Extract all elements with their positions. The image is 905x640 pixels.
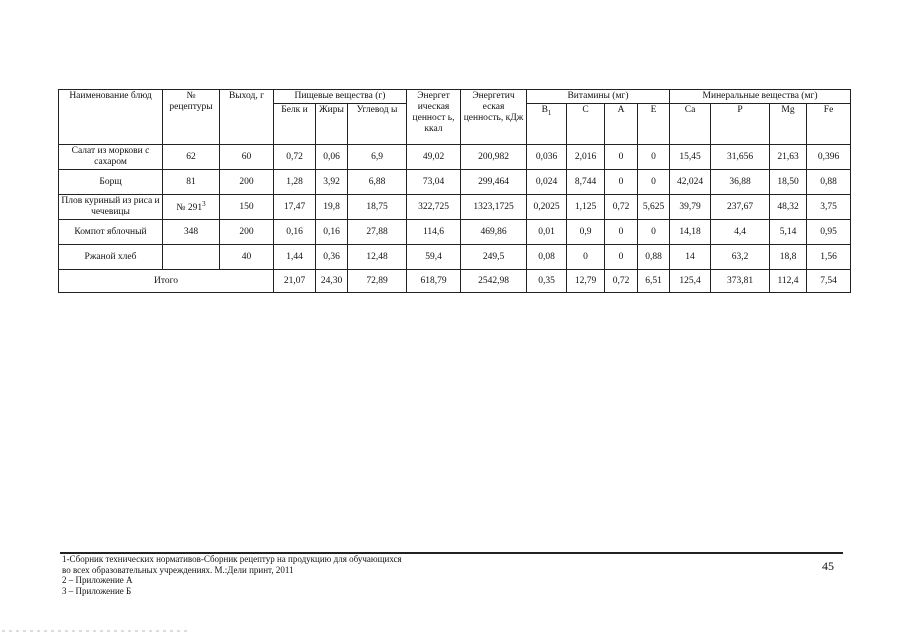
header-calcium: Са — [670, 104, 711, 145]
cell-e: 0,88 — [638, 245, 670, 270]
cell-yield: 150 — [220, 195, 274, 220]
cell-fat: 0,06 — [316, 145, 348, 170]
header-vitamin-b1-letter: В — [541, 105, 548, 115]
cell-fe: 0,396 — [807, 145, 851, 170]
cell-a: 0 — [605, 145, 638, 170]
total-a: 0,72 — [605, 270, 638, 293]
header-vitamin-e: Е — [638, 104, 670, 145]
cell-e: 0 — [638, 220, 670, 245]
total-protein: 21,07 — [274, 270, 316, 293]
cell-a: 0 — [605, 220, 638, 245]
header-yield: Выход, г — [220, 90, 274, 145]
cell-dish: Борщ — [59, 170, 163, 195]
cell-ca: 14,18 — [670, 220, 711, 245]
header-vitamin-a: А — [605, 104, 638, 145]
table-row — [59, 245, 851, 270]
header-magnesium: Mg — [770, 104, 807, 145]
cell-b1: 0,08 — [527, 245, 567, 270]
cell-p: 31,656 — [711, 145, 770, 170]
nutrition-table — [58, 89, 851, 293]
cell-e: 0 — [638, 145, 670, 170]
cell-recipe-number: 62 — [186, 151, 196, 162]
cell-p: 36,88 — [711, 170, 770, 195]
cell-protein: 17,47 — [274, 195, 316, 220]
total-mg: 112,4 — [770, 270, 807, 293]
cell-carbs: 12,48 — [348, 245, 407, 270]
cell-fat: 0,16 — [316, 220, 348, 245]
cell-a: 0,72 — [605, 195, 638, 220]
cell-ca: 15,45 — [670, 145, 711, 170]
cell-kj: 200,982 — [461, 145, 527, 170]
cell-b1: 0,036 — [527, 145, 567, 170]
cell-fe: 0,88 — [807, 170, 851, 195]
cell-recipe — [163, 220, 220, 245]
header-energy-kj: Энергетич еская ценность, кДж — [461, 90, 527, 145]
cell-c: 0,9 — [567, 220, 605, 245]
cell-protein: 0,72 — [274, 145, 316, 170]
cell-b1: 0,01 — [527, 220, 567, 245]
cell-yield: 40 — [220, 245, 274, 270]
cell-fat: 3,92 — [316, 170, 348, 195]
total-c: 12,79 — [567, 270, 605, 293]
cell-recipe-number: 81 — [186, 176, 196, 187]
cell-kcal: 114,6 — [407, 220, 461, 245]
total-carbs: 72,89 — [348, 270, 407, 293]
total-fat: 24,30 — [316, 270, 348, 293]
table-row — [59, 170, 851, 195]
cell-p: 63,2 — [711, 245, 770, 270]
table-total-row — [59, 270, 851, 293]
cell-c: 1,125 — [567, 195, 605, 220]
table-row — [59, 195, 851, 220]
cell-yield: 200 — [220, 170, 274, 195]
footnotes — [62, 554, 622, 596]
cell-carbs: 27,88 — [348, 220, 407, 245]
cell-kcal: 322,725 — [407, 195, 461, 220]
cell-a: 0 — [605, 170, 638, 195]
cell-p: 4,4 — [711, 220, 770, 245]
cell-protein: 0,16 — [274, 220, 316, 245]
total-label: Итого — [59, 270, 274, 293]
cell-fe: 0,95 — [807, 220, 851, 245]
header-phosphorus: Р — [711, 104, 770, 145]
cell-p: 237,67 — [711, 195, 770, 220]
cell-ca: 42,024 — [670, 170, 711, 195]
cell-mg: 48,32 — [770, 195, 807, 220]
header-protein: Белк и — [274, 104, 316, 145]
cell-carbs: 18,75 — [348, 195, 407, 220]
cell-e: 0 — [638, 170, 670, 195]
cell-recipe-footnote-ref: 3 — [202, 200, 206, 209]
cell-yield: 60 — [220, 145, 274, 170]
header-minerals-group: Минеральные вещества (мг) — [670, 90, 851, 104]
total-ca: 125,4 — [670, 270, 711, 293]
cell-recipe-number: № 291 — [176, 203, 203, 214]
cell-kj: 1323,1725 — [461, 195, 527, 220]
cell-b1: 0,024 — [527, 170, 567, 195]
cell-carbs: 6,9 — [348, 145, 407, 170]
cell-mg: 18,50 — [770, 170, 807, 195]
cell-e: 5,625 — [638, 195, 670, 220]
table-row — [59, 145, 851, 170]
header-energy-kcal: Энергет ическая ценност ь, ккал — [407, 90, 461, 145]
cell-kcal: 73,04 — [407, 170, 461, 195]
page-number: 45 — [822, 559, 834, 573]
cell-dish: Плов куриный из риса и чечевицы — [59, 195, 163, 220]
cell-yield: 200 — [220, 220, 274, 245]
cell-ca: 14 — [670, 245, 711, 270]
footnote-line: во всех образовательных учреждениях. М.:Дели принт, 2011 — [62, 564, 294, 575]
total-fe: 7,54 — [807, 270, 851, 293]
header-vitamins-group: Витамины (мг) — [527, 90, 670, 104]
header-fat: Жиры — [316, 104, 348, 145]
footnote-line: 2 – Приложение А — [62, 575, 133, 585]
cell-mg: 5,14 — [770, 220, 807, 245]
cell-b1: 0,2025 — [527, 195, 567, 220]
cell-mg: 18,8 — [770, 245, 807, 270]
cell-carbs: 6,88 — [348, 170, 407, 195]
table-row — [59, 220, 851, 245]
cell-protein: 1,44 — [274, 245, 316, 270]
cell-kj: 299,464 — [461, 170, 527, 195]
cell-kj: 469,86 — [461, 220, 527, 245]
cell-kcal: 49,02 — [407, 145, 461, 170]
header-recipe-no: № рецептуры — [163, 90, 220, 145]
total-kcal: 618,79 — [407, 270, 461, 293]
cell-mg: 21,63 — [770, 145, 807, 170]
cell-fat: 19,8 — [316, 195, 348, 220]
total-b1: 0,35 — [527, 270, 567, 293]
cell-fat: 0,36 — [316, 245, 348, 270]
header-carbs: Углевод ы — [348, 104, 407, 145]
header-vitamin-c: С — [567, 104, 605, 145]
header-iron: Fe — [807, 104, 851, 145]
cell-dish: Ржаной хлеб — [59, 245, 163, 270]
cell-kj: 249,5 — [461, 245, 527, 270]
cell-recipe-number: 348 — [183, 226, 199, 237]
total-p: 373,81 — [711, 270, 770, 293]
cell-c: 8,744 — [567, 170, 605, 195]
header-vitamin-b1-subscript: 1 — [547, 108, 552, 117]
header-nutrients-group: Пищевые вещества (г) — [274, 90, 407, 104]
cell-recipe — [163, 245, 220, 270]
cell-fe: 1,56 — [807, 245, 851, 270]
total-e: 6,51 — [638, 270, 670, 293]
cell-dish: Компот яблочный — [59, 220, 163, 245]
header-vitamin-b1 — [527, 104, 567, 145]
cell-recipe — [163, 195, 220, 220]
cell-dish: Салат из моркови с сахаром — [59, 145, 163, 170]
cell-kcal: 59,4 — [407, 245, 461, 270]
total-kj: 2542,98 — [461, 270, 527, 293]
cell-a: 0 — [605, 245, 638, 270]
cell-fe: 3,75 — [807, 195, 851, 220]
footnote-line: 3 – Приложение Б — [62, 585, 132, 596]
cell-protein: 1,28 — [274, 170, 316, 195]
scan-artifact — [0, 628, 200, 634]
cell-c: 2,016 — [567, 145, 605, 170]
footnote-line: 1-Сборник технических нормативов-Сборник рецептур на продукцию для обучающихся — [62, 554, 402, 564]
header-dish: Наименование блюд — [59, 90, 163, 145]
cell-recipe — [163, 145, 220, 170]
table-body — [59, 145, 851, 293]
cell-c: 0 — [567, 245, 605, 270]
cell-recipe — [163, 170, 220, 195]
cell-ca: 39,79 — [670, 195, 711, 220]
